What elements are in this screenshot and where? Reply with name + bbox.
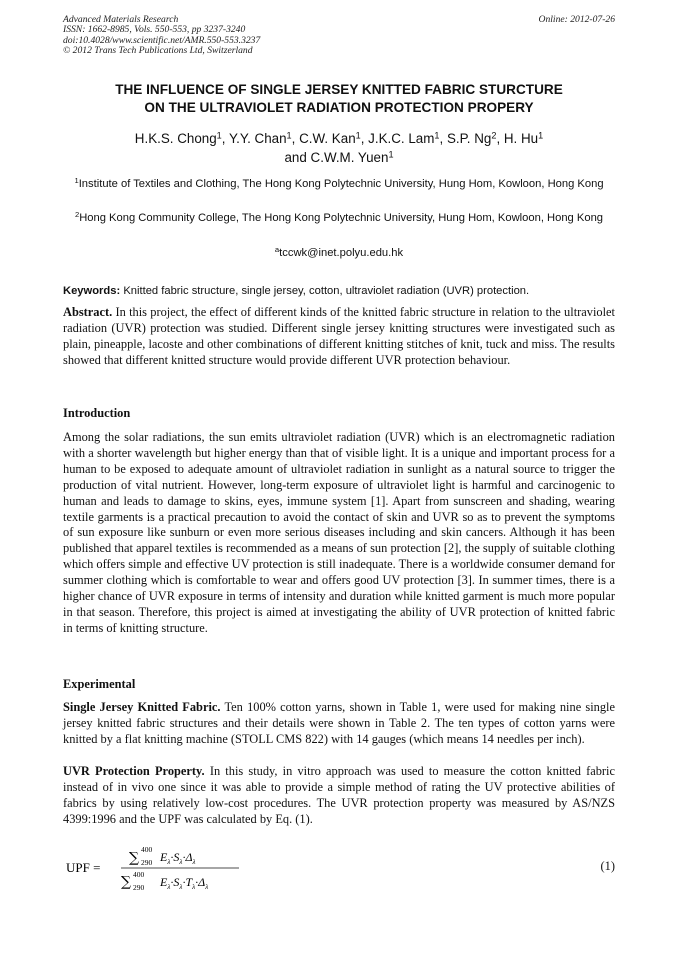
affiliation-1 — [63, 177, 615, 191]
doi-line: doi:10.4028/www.scientific.net/AMR.550-553.3237 — [63, 34, 261, 46]
journal-name: Advanced Materials Research — [63, 14, 179, 25]
denominator-upper-limit: 400 — [133, 870, 145, 879]
numerator-terms: $E_\lambda\cdot S_\lambda\cdot\Delta_\lambda$ — [160, 850, 196, 866]
fabric-text: Ten 100% cotton yarns, shown in Table 1, were used for making nine single jersey knitted fabric structures and their details were shown in Table 2. The ten types of cotton yarns were knitted by a flat knitting machine (STOLL CMS 822) with 14 gauges (which means 14 needles per inch). — [63, 700, 615, 746]
denominator-sum-symbol: ∑ — [121, 874, 131, 890]
upf-equation — [63, 842, 615, 892]
author-2: Y.Y. Chan$^1$ — [228, 130, 292, 146]
abstract-text: In this project, the effect of different kinds of the knitted fabric structure in relation to the ultraviolet radiation (UVR) protection was studied. Different single jersey knitting structures were investigated such as plain, pineapple, lacoste and other combinations of different knitting stitches of knit, tuck and miss. The results showed that different knitted structure would provide different UVR protection behaviour. — [63, 305, 615, 367]
uvr-label: UVR Protection Property. — [63, 764, 205, 778]
copyright-line: © 2012 Trans Tech Publications Ltd, Switzerland — [63, 45, 253, 57]
issn-line: ISSN: 1662-8985, Vols. 550-553, pp 3237-3240 — [63, 24, 246, 36]
fabric-paragraph — [63, 700, 615, 748]
title-line-2: ON THE ULTRAVIOLET RADIATION PROTECTION PROPERY — [144, 100, 534, 115]
authors-connector: and — [284, 149, 307, 165]
denominator-lower-limit: 290 — [133, 883, 145, 892]
email-address[interactable]: tccwk@inet.polyu.edu.hk — [279, 247, 404, 259]
contact-email — [63, 246, 615, 260]
numerator-sum-symbol: ∑ — [129, 850, 139, 866]
numerator-lower-limit: 290 — [141, 858, 153, 867]
author-7: C.W.M. Yuen$^1$ — [310, 148, 394, 165]
author-4: J.K.C. Lam$^1$ — [368, 130, 440, 146]
author-3: C.W. Kan$^1$ — [299, 130, 361, 146]
upf-formula — [63, 842, 323, 892]
keywords-label: Keywords: — [63, 285, 121, 297]
author-6: H. Hu$^1$ — [503, 130, 544, 146]
affiliation-2-text: Hong Kong Community College, The Hong Kong Polytechnic University, Hung Hom, Kowloon, Hong Kong — [79, 212, 604, 224]
title-line-1: THE INFLUENCE OF SINGLE JERSEY KNITTED FABRIC STURCTURE — [115, 82, 563, 97]
uvr-paragraph — [63, 764, 615, 828]
equation-lhs: UPF = — [66, 860, 101, 875]
email-mark: a — [274, 245, 280, 255]
paper-title — [63, 81, 615, 117]
numerator-upper-limit: 400 — [141, 845, 153, 854]
keywords-text: Knitted fabric structure, single jersey, cotton, ultraviolet radiation (UVR) protection. — [123, 285, 530, 297]
journal-meta — [63, 15, 260, 57]
affiliation-1-text: Institute of Textiles and Clothing, The Hong Kong Polytechnic University, Hung Hom, Kowloon, Hong Kong — [78, 178, 604, 190]
fabric-label: Single Jersey Knitted Fabric. — [63, 700, 221, 714]
author-5: S.P. Ng$^2$ — [446, 130, 497, 146]
online-date: Online: 2012-07-26 — [538, 14, 615, 25]
affiliation-2 — [63, 211, 615, 225]
abstract-paragraph — [63, 305, 615, 369]
author-list: H.K.S. Chong$^1$, Y.Y. Chan$^1$, C.W. Kan$^1$, J.K.C. Lam$^1$, S.P. Ng$^2$, H. Hu$^1$ and C.W.M. Yuen$^1$ — [134, 130, 544, 165]
affiliation-1-mark: 1 — [74, 176, 79, 186]
denominator-terms: $E_\lambda\cdot S_\lambda\cdot T_\lambda\cdot\Delta_\lambda$ — [160, 875, 209, 891]
equation-number: (1) — [600, 859, 615, 873]
author-1: H.K.S. Chong$^1$ — [134, 130, 222, 146]
experimental-heading: Experimental — [63, 677, 136, 691]
uvr-text: In this study, in vitro approach was used to measure the cotton knitted fabric instead of in vivo one since it was able to provide a simple method of rating the UV protective abilities of fabrics by using relatively low-cost procedures. The UVR protection property was measured by AS/NZS 4399:1996 and the UPF was calculated by Eq. (1). — [63, 764, 615, 826]
keywords-line — [63, 284, 615, 298]
introduction-heading: Introduction — [63, 406, 131, 420]
abstract-label: Abstract. — [63, 305, 113, 319]
affiliation-2-mark: 2 — [74, 210, 80, 220]
introduction-paragraph: Among the solar radiations, the sun emits ultraviolet radiation (UVR) which is an electromagnetic radiation with a shorter wavelength but higher energy than that of visible light. It is a unique and important process for a human to be exposed to adequate amount of ultraviolet radiation in sunlight as a natural source to trigger the production of vital nutrient. However, long-term exposure of ultraviolet light is harmful and carcinogenic to human and leads to damage to skins, eyes, immune system [1]. Apart from sunscreen and shading, wearing textile garments is a practical precaution to avoid the contact of skin and UVR so as to prevent the symptoms of sun exposure like sunburn or even more serious diseases including and skin cancers. Although it has been published that apparel textiles is recommended as a means of sun protection [2], the supply of suitable clothing which offers simple and effective UV protection is still inadequate. There is a worldwide consumer demand for summer clothing which is comfortable to wear and offers good UV protection [3]. In summer times, there is a higher chance of UVR exposure in terms of intensity and duration while knitted garment is much more popular in that season. Therefore, this project is aimed at investigating the ability of UVR protection of knitted fabric in terms of knitting structure. — [63, 430, 615, 635]
